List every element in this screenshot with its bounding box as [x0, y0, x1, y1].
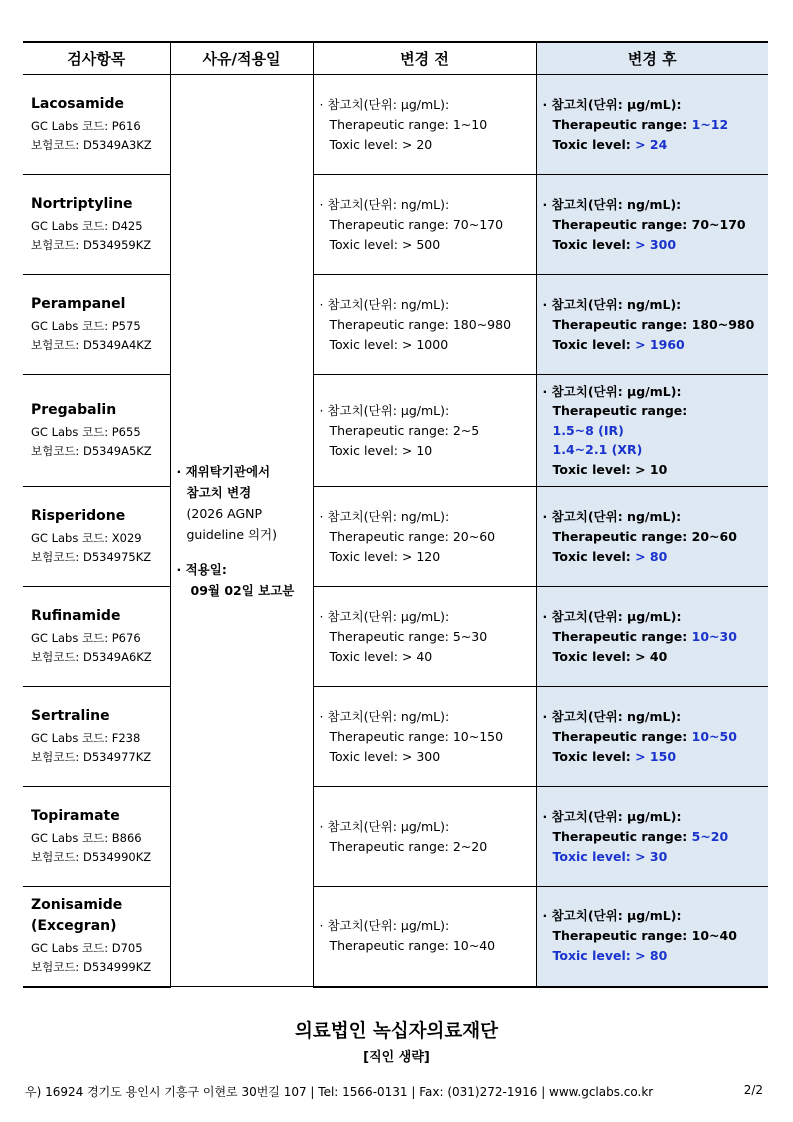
- gc-labs-code: GC Labs 코드: P676: [31, 631, 141, 645]
- changed-value: > 24: [635, 136, 668, 152]
- therapeutic-line: Therapeutic range: 10~150: [329, 728, 504, 744]
- reason-line: · 재위탁기관에서: [176, 463, 271, 479]
- item-cell: [23, 175, 170, 275]
- insurance-code: 보험코드: D534990KZ: [31, 850, 152, 864]
- item-cell: [23, 887, 170, 987]
- unit-line: · 참고치(단위: µg/mL):: [542, 383, 682, 399]
- unit-line: · 참고치(단위: µg/mL):: [319, 818, 450, 834]
- therapeutic-line: Therapeutic range: 20~60: [329, 528, 496, 544]
- unit-line: · 참고치(단위: ng/mL):: [319, 708, 450, 724]
- drug-name: Nortriptyline: [31, 196, 133, 212]
- therapeutic-line: Therapeutic range: 180~980: [329, 316, 512, 332]
- unit-line: · 참고치(단위: µg/mL):: [319, 402, 450, 418]
- therapeutic-line: Therapeutic range: 20~60: [552, 528, 737, 544]
- toxic-line: Toxic level: > 80: [552, 948, 668, 964]
- toxic-line: Toxic level: > 40: [329, 648, 433, 664]
- changed-value: > 150: [635, 748, 677, 764]
- table-row: [23, 487, 768, 587]
- gc-labs-code: GC Labs 코드: D425: [31, 219, 143, 233]
- unit-line: · 참고치(단위: ng/mL):: [319, 508, 450, 524]
- reason-cell: [170, 75, 313, 987]
- insurance-code: 보험코드: D534999KZ: [31, 960, 152, 975]
- table-row: [23, 687, 768, 787]
- unit-line: · 참고치(단위: µg/mL):: [542, 608, 682, 624]
- gc-labs-code: GC Labs 코드: F238: [31, 731, 141, 745]
- therapeutic-line: Therapeutic range: 10~40: [329, 938, 496, 954]
- toxic-line: Toxic level: > 10: [552, 461, 668, 477]
- reason-line: (2026 AGNP: [186, 505, 263, 521]
- therapeutic-line: Therapeutic range: 5~20: [552, 828, 729, 844]
- reason-line: 참고치 변경: [186, 484, 252, 500]
- apply-date-value: 09월 02일 보고분: [190, 582, 295, 598]
- therapeutic-line: Therapeutic range: 70~170: [329, 216, 504, 232]
- therapeutic-line: Therapeutic range: 2~20: [329, 838, 488, 854]
- drug-name: Sertraline: [31, 708, 110, 724]
- unit-line: · 참고치(단위: ng/mL):: [542, 708, 682, 724]
- organization-name: 의료법인 녹십자의료재단: [294, 1021, 499, 1042]
- changed-value: 10~30: [691, 628, 737, 644]
- after-cell: [536, 687, 768, 787]
- toxic-line: Toxic level: > 10: [329, 442, 433, 458]
- toxic-line: Toxic level: > 150: [552, 748, 677, 764]
- therapeutic-line: Therapeutic range: 2~5: [329, 422, 480, 438]
- reference-change-table: [23, 41, 768, 988]
- item-cell: [23, 587, 170, 687]
- insurance-code: 보험코드: D5349A3KZ: [31, 138, 152, 152]
- before-cell: [313, 687, 536, 787]
- contact-address: 우) 16924 경기도 용인시 기흥구 이현로 30번길 107 | Tel: 1566-0131 | Fax: (031)272-1916 | www.gclabs.co.kr: [25, 1085, 654, 1099]
- header-item: 검사항목: [23, 42, 170, 75]
- after-cell: [536, 587, 768, 687]
- gc-labs-code: GC Labs 코드: X029: [31, 531, 142, 545]
- insurance-code: 보험코드: D534977KZ: [31, 750, 152, 764]
- header-after: 변경 후: [536, 42, 768, 75]
- header-before: 변경 전: [313, 42, 536, 75]
- changed-value: 5~20: [691, 828, 729, 844]
- insurance-code: 보험코드: D5349A4KZ: [31, 338, 152, 352]
- insurance-code: 보험코드: D534975KZ: [31, 550, 152, 564]
- drug-name: Zonisamide: [31, 897, 123, 914]
- therapeutic-line: Therapeutic range: 1~10: [329, 116, 488, 132]
- apply-date-label: · 적용일:: [176, 561, 227, 577]
- unit-line: · 참고치(단위: µg/mL):: [319, 96, 450, 112]
- table-row: [23, 787, 768, 887]
- after-cell: [536, 487, 768, 587]
- reason-line: guideline 의거): [186, 526, 278, 542]
- toxic-line: Toxic level: > 40: [552, 648, 668, 664]
- toxic-line: Toxic level: > 300: [552, 236, 677, 252]
- toxic-line: Toxic level: > 30: [552, 848, 668, 864]
- drug-name: Rufinamide: [31, 608, 121, 624]
- before-cell: [313, 587, 536, 687]
- unit-line: · 참고치(단위: µg/mL):: [319, 918, 450, 934]
- unit-line: · 참고치(단위: µg/mL):: [542, 96, 682, 112]
- therapeutic-line: Therapeutic range: 10~50: [552, 728, 737, 744]
- toxic-line: Toxic level: > 80: [552, 548, 668, 564]
- unit-line: · 참고치(단위: ng/mL):: [542, 296, 682, 312]
- after-cell: [536, 75, 768, 175]
- toxic-line: Toxic level: > 500: [329, 236, 441, 252]
- before-cell: [313, 887, 536, 987]
- item-cell: [23, 687, 170, 787]
- toxic-line: Toxic level: > 20: [329, 136, 433, 152]
- therapeutic-line: Therapeutic range: 5~30: [329, 628, 488, 644]
- before-cell: [313, 75, 536, 175]
- before-cell: [313, 175, 536, 275]
- toxic-line: Toxic level: > 120: [329, 548, 441, 564]
- before-cell: [313, 787, 536, 887]
- table-row: [23, 587, 768, 687]
- after-cell: [536, 275, 768, 375]
- after-cell: [536, 887, 768, 987]
- drug-name: Risperidone: [31, 508, 126, 524]
- changed-value: > 80: [635, 548, 668, 564]
- gc-labs-code: GC Labs 코드: B866: [31, 831, 142, 845]
- changed-value: > 1960: [635, 336, 685, 352]
- drug-name: Lacosamide: [31, 96, 124, 112]
- changed-value-ir: 1.5~8 (IR): [552, 422, 624, 438]
- unit-line: · 참고치(단위: ng/mL):: [319, 296, 450, 312]
- unit-line: · 참고치(단위: µg/mL):: [542, 908, 682, 924]
- changed-value-xr: 1.4~2.1 (XR): [552, 442, 643, 458]
- changed-value: > 300: [635, 236, 677, 252]
- unit-line: · 참고치(단위: µg/mL):: [542, 808, 682, 824]
- drug-name-alt: (Excegran): [31, 918, 117, 935]
- unit-line: · 참고치(단위: ng/mL):: [319, 196, 450, 212]
- toxic-line: Toxic level: > 24: [552, 136, 668, 152]
- item-cell: [23, 375, 170, 487]
- changed-value: 1~12: [691, 116, 729, 132]
- toxic-line: Toxic level: > 1960: [552, 336, 685, 352]
- item-cell: [23, 787, 170, 887]
- insurance-code: 보험코드: D5349A6KZ: [31, 650, 152, 664]
- therapeutic-line: Therapeutic range:: [552, 403, 688, 419]
- therapeutic-line: Therapeutic range: 1~12: [552, 116, 729, 132]
- table-row: [23, 175, 768, 275]
- table-header-row: [23, 42, 768, 75]
- before-cell: [313, 487, 536, 587]
- before-cell: [313, 275, 536, 375]
- unit-line: · 참고치(단위: ng/mL):: [542, 508, 682, 524]
- gc-labs-code: GC Labs 코드: P655: [31, 425, 141, 439]
- table-row: [23, 887, 768, 987]
- item-cell: [23, 75, 170, 175]
- gc-labs-code: GC Labs 코드: D705: [31, 941, 143, 956]
- header-reason: 사유/적용일: [170, 42, 313, 75]
- toxic-line: Toxic level: > 300: [329, 748, 441, 764]
- toxic-line: Toxic level: > 1000: [329, 336, 449, 352]
- drug-name: Topiramate: [31, 808, 120, 824]
- after-cell: [536, 175, 768, 275]
- unit-line: · 참고치(단위: ng/mL):: [542, 196, 682, 212]
- page-number: 2/2: [743, 1083, 763, 1097]
- item-cell: [23, 275, 170, 375]
- table-row: [23, 75, 768, 175]
- table-row: [23, 375, 768, 487]
- item-cell: [23, 487, 170, 587]
- drug-name: Pregabalin: [31, 402, 117, 418]
- after-cell: [536, 375, 768, 487]
- after-cell: [536, 787, 768, 887]
- table-row: [23, 275, 768, 375]
- unit-line: · 참고치(단위: µg/mL):: [319, 608, 450, 624]
- therapeutic-line: Therapeutic range: 10~40: [552, 928, 737, 944]
- therapeutic-line: Therapeutic range: 180~980: [552, 316, 755, 332]
- insurance-code: 보험코드: D534959KZ: [31, 238, 152, 252]
- seal-omitted-note: [직인 생략]: [363, 1050, 430, 1065]
- therapeutic-line: Therapeutic range: 70~170: [552, 216, 746, 232]
- before-cell: [313, 375, 536, 487]
- gc-labs-code: GC Labs 코드: P616: [31, 119, 141, 133]
- gc-labs-code: GC Labs 코드: P575: [31, 319, 141, 333]
- therapeutic-line: Therapeutic range: 10~30: [552, 628, 737, 644]
- drug-name: Perampanel: [31, 296, 126, 312]
- insurance-code: 보험코드: D5349A5KZ: [31, 444, 152, 458]
- changed-value: 10~50: [691, 728, 737, 744]
